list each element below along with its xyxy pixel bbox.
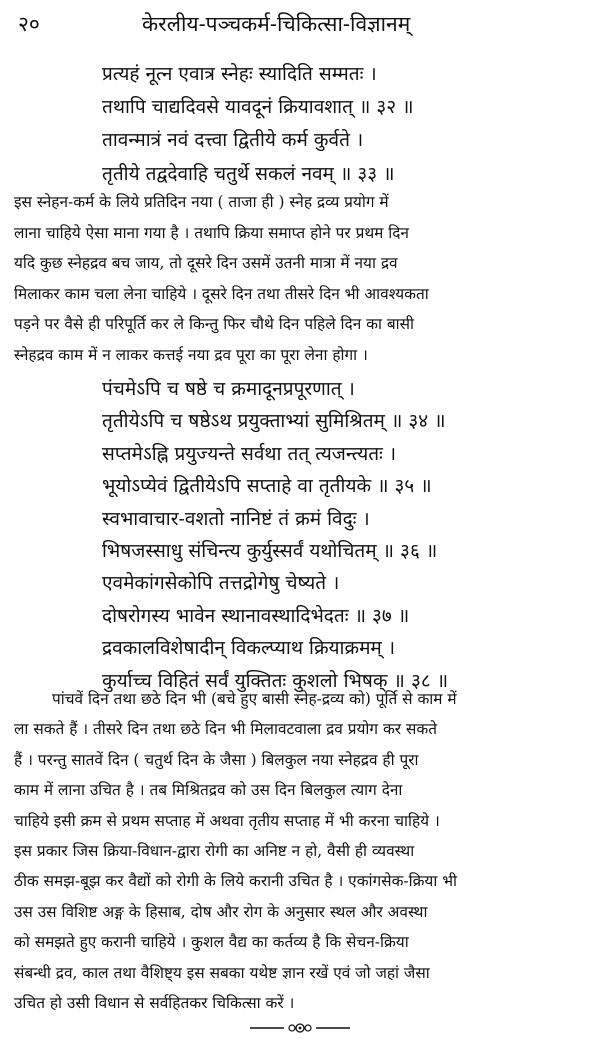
verse-line: दोषरोगस्य भावेन स्थानावस्थादिभेदतः ॥ ३७ ॥ [102,604,410,627]
running-title: केरलीय-पञ्चकर्म-चिकित्सा-विज्ञानम् [142,12,411,36]
verse-line: कुर्याच्च विहितं सर्वं युक्तितः कुशलो भिषक् ॥ ३८ ॥ [102,669,449,692]
prose-line: हैं । परन्तु सातवें दिन ( चतुर्थ दिन के जैसा ) बिलकुल नया स्नेहद्रव ही पूरा [14,750,419,769]
page-number: २० [18,12,40,36]
prose-line: यदि कुछ स्नेहद्रव बच जाय, तो दूसरे दिन उसमें उतनी मात्रा में नया द्रव [14,254,398,273]
verse-line: पंचमेऽपि च षष्ठे च क्रमादूनप्रपूरणात् । [102,378,355,400]
prose-line: पांचवें दिन तथा छठे दिन भी (बचे हुए बासी स्नेह-द्रव्य को) पूर्ति से काम में [52,690,457,708]
prose-line: ला सकते हैं । तीसरे दिन तथा छठे दिन भी मिलावटवाला द्रव प्रयोग कर सकते [14,720,437,739]
prose-line: को समझते हुए करानी चाहिये । कुशल वैद्य का कर्तव्य है कि सेचन-क्रिया [14,933,409,952]
prose-line: इस स्नेहन-कर्म के लिये प्रतिदिन नया ( ताजा ही ) स्नेह द्रव्य प्रयोग में [14,193,389,211]
page-header [12,6,588,42]
verse-line: तृतीयेऽपि च षष्ठेऽथ प्रयुक्ताभ्यां सुमिश्रितम् ॥ ३४ ॥ [102,410,446,433]
verse-line: भिषजस्साधु संचिन्त्य कुर्युस्सर्वं यथोचितम् ॥ ३६ ॥ [102,539,438,562]
verse-line: तावन्मात्रं नवं दत्त्वा द्वितीये कर्म कुर्वते । [102,129,364,152]
prose-line: संबन्धी द्रव, काल तथा वैशिष्ट्य इस सबका यथेष्ट ज्ञान रखें एवं जो जहां जैसा [14,963,430,982]
verse-line: द्रवकालविशेषादीन् विकल्प्याथ क्रियाक्रमम् । [102,637,396,660]
prose-line: लाना चाहिये ऐसा माना गया है । तथापि क्रिया समाप्त होने पर प्रथम दिन [14,223,409,242]
verse-line: स्वभावाचार-वशतो नानिष्टं तं क्रमं विदुः । [102,507,370,530]
verse-line: एवमेकांगसेकोपि तत्तद्रोगेषु चेष्यते । [102,572,340,595]
sanskrit-verses-32-33 [102,58,572,191]
prose-line: इस प्रकार जिस क्रिया-विधान-द्वारा रोगी का अनिष्ट न हो, वैसी ही व्यवस्था [14,841,415,860]
verse-line: तथापि चाद्यदिवसे यावदूनं क्रियावशात् ॥ ३२ ॥ [102,96,414,119]
prose-line: चाहिये इसी क्रम से प्रथम सप्ताह में अथवा तृतीय सप्ताह में भी करना चाहिये । [14,811,440,830]
prose-line: पड़ने पर वैसे ही परिपूर्ति कर ले किन्तु फिर चौथे दिन पहिले दिन का बासी [14,315,415,334]
prose-line: स्नेहद्रव काम में न लाकर कत्तई नया द्रव पूरा का पूरा लेना होगा । [14,345,368,364]
prose-line: उस उस विशिष्ट अङ्ग के हिसाब, दोष और रोग के अनुसार स्थल और अवस्था [14,902,428,921]
prose-line: उचित हो उसी विधान से सर्वहितकर चिकित्सा करें । [14,993,295,1012]
end-ornament-icon [248,1022,352,1034]
prose-line: ठीक समझ-बूझ कर वैद्यों को रोगी के लिये करानी उचित है । एकांगसेक-क्रिया भी [14,872,458,891]
verse-line: भूयोऽप्येवं द्वितीयेऽपि सप्ताहे वा तृतीयके ॥ ३५ ॥ [102,475,432,498]
prose-line: मिलाकर काम चला लेना चाहिये । दूसरे दिन तथा तीसरे दिन भी आवश्यकता [14,284,429,303]
verse-line: प्रत्यहं नूत्न एवात्र स्नेहः स्यादिति सम्मतः । [102,63,377,85]
verse-line: सप्तमेऽह्नि प्रयुज्यन्ते सर्वथा तत् त्यजन्त्यतः । [102,442,397,465]
prose-line: काम में लाना उचित है । तब मिश्रितद्रव को उस दिन बिलकुल त्याग देना [14,781,403,800]
verse-line: तृतीये तद्वदेवाहि चतुर्थे सकलं नवम् ॥ ३३ ॥ [102,162,395,185]
hindi-commentary-1 [14,187,586,371]
sanskrit-verses-34-38 [102,373,572,697]
hindi-commentary-2 [14,684,586,1018]
